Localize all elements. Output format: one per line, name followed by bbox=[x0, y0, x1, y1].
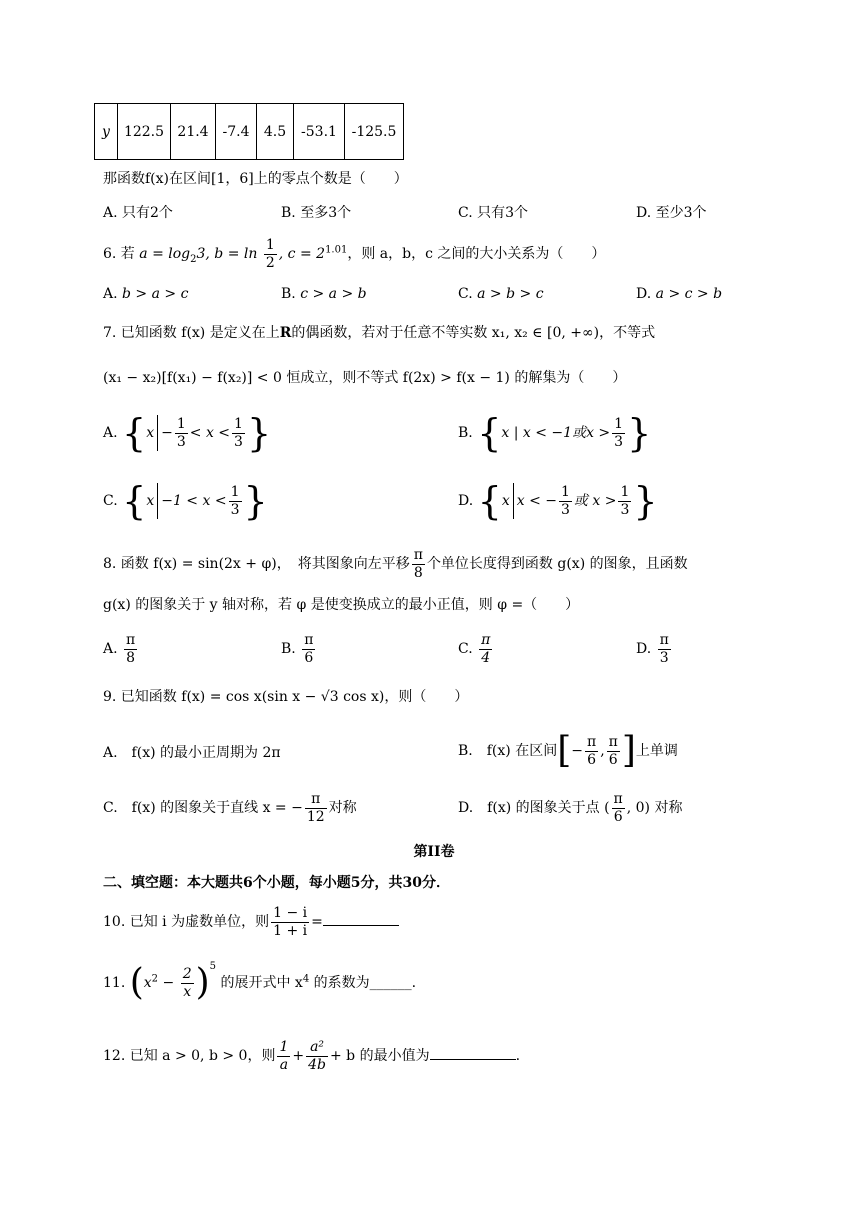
table-cell: -53.1 bbox=[294, 104, 345, 160]
value-table bbox=[94, 103, 404, 160]
q6-cond-c: , c = 2 bbox=[278, 246, 326, 263]
set-var: x bbox=[146, 493, 155, 509]
fraction: $\frac{\pi}{6}$ bbox=[304, 632, 314, 666]
brace-close-icon: } bbox=[627, 411, 652, 455]
option-text: 只有2个 bbox=[122, 205, 173, 221]
fraction: $\frac{\pi}{4}$ bbox=[481, 632, 491, 666]
fraction: $\frac{1}{3}$ bbox=[230, 483, 240, 518]
q6-fraction: $\frac{1}{2}$ bbox=[265, 237, 275, 271]
option-text: a > b > c bbox=[477, 286, 544, 302]
q9-option-c bbox=[103, 792, 357, 824]
brace-close-icon: } bbox=[246, 411, 272, 455]
table-cell: 4.5 bbox=[257, 104, 294, 160]
option-text: 上单调 bbox=[635, 743, 678, 759]
fraction: $\frac{1 - i}{1 + i}$ bbox=[273, 905, 308, 939]
option-text: C. f(x) 的图象关于直线 x = − bbox=[103, 800, 303, 817]
q11-minus: − bbox=[158, 975, 179, 991]
fraction: $\frac{1}{3}$ bbox=[234, 415, 243, 450]
q8-line2: g(x) 的图象关于 y 轴对称，若 φ 是使变换成立的最小正值，则 φ =（ ） bbox=[103, 597, 580, 613]
option-letter: C. bbox=[458, 205, 473, 221]
q6-option-c bbox=[458, 287, 544, 301]
q11-num: 11. bbox=[103, 975, 126, 991]
option-letter: D. bbox=[636, 205, 652, 221]
fraction: $\frac{1}{3}$ bbox=[614, 415, 624, 450]
option-letter: C. bbox=[458, 641, 473, 658]
option-letter: D. bbox=[636, 286, 652, 302]
fraction: $\frac{1}{3}$ bbox=[176, 415, 186, 450]
fraction: $\frac{\pi}{6}$ bbox=[608, 733, 618, 768]
fraction: $\frac{\pi}{8}$ bbox=[413, 547, 423, 581]
set-bar bbox=[157, 483, 158, 519]
q6-cond-a: a = log bbox=[139, 246, 191, 263]
set-bar bbox=[157, 415, 158, 451]
option-letter: A. bbox=[103, 286, 118, 302]
answer-blank[interactable] bbox=[430, 1059, 516, 1060]
option-text: B. f(x) 在区间 bbox=[458, 743, 558, 759]
fraction: $\frac{\pi}{6}$ bbox=[586, 733, 597, 768]
q9-option-a: A. f(x) 的最小正周期为 2π bbox=[103, 745, 281, 761]
q12-text-rest: + b 的最小值为 bbox=[329, 1048, 430, 1065]
q7-real-set: R bbox=[279, 325, 292, 341]
q12-plus: + bbox=[292, 1048, 305, 1065]
q6-exponent: 1.01 bbox=[325, 244, 348, 256]
q8-option-b bbox=[281, 633, 317, 665]
set-expr: − bbox=[161, 425, 173, 441]
brace-open-icon: { bbox=[122, 479, 147, 523]
table-cell: -125.5 bbox=[345, 104, 404, 160]
option-text: a > c > b bbox=[655, 286, 723, 302]
brace-open-icon: { bbox=[477, 479, 502, 523]
section-title: 第II卷 bbox=[413, 844, 455, 860]
option-text: 至多3个 bbox=[300, 205, 352, 221]
set-expr: −1 < x < bbox=[161, 493, 227, 509]
q11-exponent: 5 bbox=[209, 961, 217, 972]
q11-text: 的展开式中 x bbox=[220, 975, 303, 991]
q11-power: 4 bbox=[302, 973, 310, 985]
q11: 11. ($x^2$ − $\frac{2}{x}$ )$^5$ 的展开式中 $x^4$ 的系数为______. bbox=[103, 961, 417, 1003]
q6-option-a bbox=[103, 287, 188, 301]
q12-text: 12. 已知 a > 0, b > 0，则 bbox=[103, 1048, 276, 1065]
fraction: $\frac{1}{3}$ bbox=[620, 483, 630, 518]
option-text: , 0) 对称 bbox=[626, 800, 683, 817]
brace-close-icon: } bbox=[243, 479, 268, 523]
q6-option-d bbox=[636, 287, 722, 301]
option-text: b > a > c bbox=[122, 286, 189, 302]
fraction: $\frac{\pi}{12}$ bbox=[306, 791, 325, 825]
q9-stem: 9. 已知函数 f(x) = cos x(sin x − √3 cos x)，则（ ） bbox=[103, 689, 469, 705]
brace-close-icon: } bbox=[633, 479, 658, 523]
option-text: c > a > b bbox=[300, 286, 367, 302]
option-letter: B. bbox=[281, 641, 296, 658]
q9-option-d bbox=[458, 792, 682, 824]
fraction: $\frac{\pi}{8}$ bbox=[126, 632, 136, 666]
q12-period: . bbox=[515, 1048, 521, 1065]
option-text: 至少3个 bbox=[655, 205, 707, 221]
set-bar bbox=[513, 483, 514, 519]
q12 bbox=[103, 1040, 520, 1072]
option-letter: D. bbox=[636, 641, 652, 658]
q6-stem-rest: ，则 a，b，c 之间的大小关系为（ ） bbox=[347, 246, 606, 263]
q6-option-b bbox=[281, 287, 367, 301]
table-cell: 122.5 bbox=[118, 104, 171, 160]
q7-option-a bbox=[103, 411, 272, 455]
set-expr: 或 x > bbox=[573, 493, 617, 509]
q9-option-b: B. f(x) 在区间[− $\frac{\pi}{6}$ , $\frac{\pi}{6}$ ]上单调 bbox=[458, 730, 678, 771]
option-text: D. f(x) 的图象关于点 ( bbox=[458, 800, 610, 817]
q8-option-c bbox=[458, 633, 494, 665]
table-row bbox=[95, 104, 404, 160]
option-letter: B. bbox=[281, 205, 296, 221]
q5-option-c bbox=[458, 206, 528, 220]
q10 bbox=[103, 906, 399, 938]
q8-text-a: 8. 函数 f(x) = sin(2x + φ)， 将其图象向左平移 bbox=[103, 556, 410, 573]
fraction: $\frac{1}{3}$ bbox=[561, 483, 570, 518]
option-text: 对称 bbox=[328, 800, 357, 817]
q5-option-a bbox=[103, 206, 173, 220]
q8-line1 bbox=[103, 548, 688, 580]
set-var: x bbox=[501, 493, 510, 509]
q7-option-d bbox=[458, 479, 658, 523]
q7-line2: (x₁ − x₂)[f(x₁) − f(x₂)] < 0 恒成立，则不等式 f(2x) > f(x − 1) 的解集为（ ） bbox=[103, 370, 627, 386]
option-letter: A. bbox=[103, 205, 118, 221]
table-cell: -7.4 bbox=[216, 104, 257, 160]
q7-option-c bbox=[103, 479, 268, 523]
q8-option-a bbox=[103, 633, 139, 665]
fraction: $\frac{\pi}{3}$ bbox=[659, 632, 669, 666]
brace-open-icon: { bbox=[122, 411, 147, 455]
paren-close-icon: ) bbox=[195, 962, 210, 1003]
q10-equals: = bbox=[311, 914, 323, 931]
fraction: $\frac{\text{a²}}{4b}$ bbox=[308, 1039, 326, 1073]
option-letter: B. bbox=[458, 425, 473, 441]
q8-text-b: 个单位长度得到函数 g(x) 的图象，且函数 bbox=[426, 556, 688, 573]
set-expr: x | x < −1或x > bbox=[501, 425, 611, 441]
q6-log-base: 2 bbox=[190, 253, 197, 265]
q5-option-b bbox=[281, 206, 351, 220]
fraction: $\frac{1}{a}$ bbox=[279, 1039, 289, 1073]
q11-base: x bbox=[143, 975, 152, 991]
table-row-label: y bbox=[95, 104, 118, 160]
bracket-close-icon: ] bbox=[621, 730, 636, 771]
q11-text-end: 的系数为______. bbox=[309, 975, 417, 991]
option-letter: D. bbox=[458, 493, 474, 509]
option-text: 只有3个 bbox=[477, 205, 529, 221]
option-letter: C. bbox=[458, 286, 473, 302]
set-var: x bbox=[146, 425, 155, 441]
paren-open-icon: ( bbox=[129, 962, 144, 1003]
option-letter: A. bbox=[103, 641, 118, 658]
set-expr: < x < bbox=[189, 425, 231, 441]
option-letter: A. bbox=[103, 425, 118, 441]
q8-option-d bbox=[636, 633, 673, 665]
q6-cond-b: 3, b = ln bbox=[196, 246, 258, 263]
option-letter: B. bbox=[281, 286, 296, 302]
answer-blank[interactable] bbox=[323, 925, 399, 926]
q7-line1 bbox=[103, 326, 655, 340]
q5-stem: 那函数f(x)在区间[1，6]上的零点个数是（ ） bbox=[103, 171, 408, 187]
brace-open-icon: { bbox=[477, 411, 502, 455]
table-cell: 21.4 bbox=[171, 104, 216, 160]
q6-stem bbox=[103, 238, 605, 270]
q7-text-c: 的偶函数，若对于任意不等实数 x₁, x₂ ∈ [0, +∞)，不等式 bbox=[291, 325, 656, 341]
option-letter: C. bbox=[103, 493, 118, 509]
set-expr: x < − bbox=[516, 493, 557, 509]
q7-text-a: 7. 已知函数 f(x) 是定义在上 bbox=[103, 325, 280, 341]
bracket-open-icon: [ bbox=[557, 730, 572, 771]
q7-option-b bbox=[458, 411, 652, 455]
fraction: $\frac{2}{x}$ bbox=[182, 965, 192, 1000]
q6-num: 6. 若 bbox=[103, 246, 135, 263]
q10-text: 10. 已知 i 为虚数单位，则 bbox=[103, 914, 270, 931]
section-heading: 二、填空题：本大题共6个小题，每小题5分，共30分． bbox=[103, 875, 450, 891]
q5-option-d bbox=[636, 206, 707, 220]
fraction: $\frac{\pi}{6}$ bbox=[613, 791, 623, 825]
